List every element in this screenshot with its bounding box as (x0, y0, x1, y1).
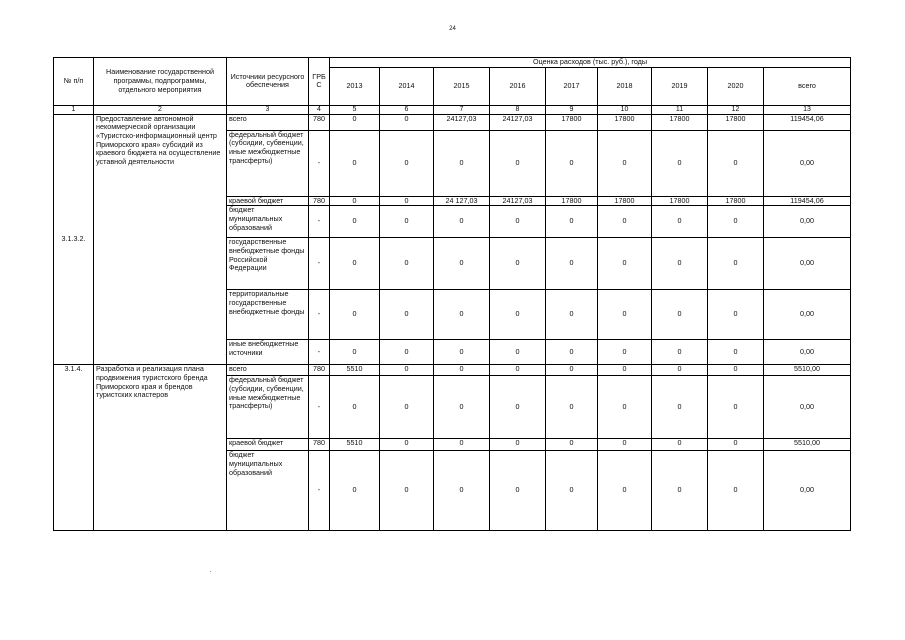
value-cell: 0 (652, 451, 708, 531)
value-cell: 0 (598, 376, 652, 439)
value-cell: 0 (380, 238, 434, 290)
header-estimate: Оценка расходов (тыс. руб.), годы (330, 58, 851, 68)
value-cell: 24127,03 (490, 196, 546, 206)
funding-source: территориальные государственные внебюджетные фонды (227, 290, 309, 340)
header-row (54, 58, 851, 68)
header-year: 2014 (380, 67, 434, 105)
budget-table (53, 57, 851, 531)
value-cell: 0 (708, 130, 764, 196)
funding-source: федеральный бюджет (субсидии, субвенции, иные межбюджетные трансферты) (227, 130, 309, 196)
value-cell: 0,00 (764, 238, 851, 290)
value-cell: 119454,06 (764, 196, 851, 206)
funding-source: государственные внебюджетные фонды Российской Федерации (227, 238, 309, 290)
row-number: 3.1.4. (54, 365, 94, 531)
page-number: 24 (449, 26, 456, 32)
grbs-code: - (309, 340, 330, 365)
value-cell: 5510,00 (764, 365, 851, 376)
value-cell: 0 (708, 376, 764, 439)
value-cell: 0 (490, 439, 546, 451)
value-cell: 0 (598, 340, 652, 365)
value-cell: 0 (380, 439, 434, 451)
column-number: 4 (309, 105, 330, 114)
funding-source: иные внебюджетные источники (227, 340, 309, 365)
funding-source: краевой бюджет (227, 196, 309, 206)
value-cell: 5510 (330, 365, 380, 376)
value-cell: 0 (330, 340, 380, 365)
column-number: 5 (330, 105, 380, 114)
row-number: 3.1.3.2. (54, 114, 94, 365)
item-name: Предоставление автономной некоммерческой организации «Туристско-информационный центр Приморского края» субсидий из краевого бюджета на осуществление уставной деятельности (94, 114, 227, 365)
value-cell: 17800 (546, 196, 598, 206)
value-cell: 17800 (546, 114, 598, 130)
grbs-code: - (309, 376, 330, 439)
item-name: Разработка и реализация плана продвижения туристского бренда Приморского края и брендов туристских кластеров (94, 365, 227, 531)
header-grbs: ГРБ С (309, 58, 330, 106)
speck (210, 571, 211, 572)
value-cell: 0 (434, 439, 490, 451)
value-cell: 0,00 (764, 206, 851, 238)
value-cell: 0 (330, 206, 380, 238)
value-cell: 0 (330, 130, 380, 196)
value-cell: 0 (708, 290, 764, 340)
value-cell: 0 (708, 206, 764, 238)
value-cell: 0 (708, 365, 764, 376)
grbs-code: - (309, 451, 330, 531)
value-cell: 0,00 (764, 376, 851, 439)
value-cell: 0 (652, 290, 708, 340)
value-cell: 0 (490, 376, 546, 439)
column-number-row (54, 105, 851, 114)
value-cell: 0 (598, 365, 652, 376)
table-row (54, 114, 851, 130)
value-cell: 0 (546, 439, 598, 451)
value-cell: 0 (598, 439, 652, 451)
funding-source: всего (227, 365, 309, 376)
value-cell: 17800 (708, 196, 764, 206)
value-cell: 24127,03 (490, 114, 546, 130)
header-year: 2019 (652, 67, 708, 105)
grbs-code: 780 (309, 439, 330, 451)
funding-source: бюджет муниципальных образований (227, 451, 309, 531)
value-cell: 0 (330, 238, 380, 290)
header-year: 2020 (708, 67, 764, 105)
value-cell: 0,00 (764, 290, 851, 340)
value-cell: 0 (434, 376, 490, 439)
value-cell: 0 (490, 290, 546, 340)
value-cell: 0 (434, 130, 490, 196)
funding-source: бюджет муниципальных образований (227, 206, 309, 238)
value-cell: 0 (652, 365, 708, 376)
grbs-code: 780 (309, 114, 330, 130)
value-cell: 0 (434, 365, 490, 376)
value-cell: 0 (708, 439, 764, 451)
header-year: 2016 (490, 67, 546, 105)
column-number: 3 (227, 105, 309, 114)
value-cell: 0 (380, 290, 434, 340)
header-num: № п/п (54, 58, 94, 106)
value-cell: 0 (708, 451, 764, 531)
value-cell: 0 (380, 376, 434, 439)
value-cell: 0 (598, 130, 652, 196)
column-number: 2 (94, 105, 227, 114)
value-cell: 0 (708, 340, 764, 365)
value-cell: 0 (546, 376, 598, 439)
grbs-code: 780 (309, 365, 330, 376)
funding-source: федеральный бюджет (субсидии, субвенции, иные межбюджетные трансферты) (227, 376, 309, 439)
value-cell: 17800 (708, 114, 764, 130)
funding-source: всего (227, 114, 309, 130)
value-cell: 0 (546, 290, 598, 340)
value-cell: 0 (380, 206, 434, 238)
value-cell: 0 (546, 340, 598, 365)
value-cell: 0 (434, 206, 490, 238)
value-cell: 0 (490, 238, 546, 290)
value-cell: 0 (490, 206, 546, 238)
value-cell: 0 (598, 238, 652, 290)
value-cell: 0 (546, 238, 598, 290)
column-number: 13 (764, 105, 851, 114)
grbs-code: - (309, 238, 330, 290)
value-cell: 0 (434, 238, 490, 290)
value-cell: 17800 (598, 114, 652, 130)
column-number: 8 (490, 105, 546, 114)
column-number: 11 (652, 105, 708, 114)
value-cell: 0 (652, 439, 708, 451)
value-cell: 0 (598, 290, 652, 340)
value-cell: 0 (330, 376, 380, 439)
value-cell: 0 (546, 130, 598, 196)
value-cell: 0 (380, 365, 434, 376)
header-year: 2013 (330, 67, 380, 105)
value-cell: 17800 (598, 196, 652, 206)
grbs-code: 780 (309, 196, 330, 206)
value-cell: 5510,00 (764, 439, 851, 451)
grbs-code: - (309, 290, 330, 340)
value-cell: 0 (330, 196, 380, 206)
column-number: 7 (434, 105, 490, 114)
value-cell: 0 (598, 206, 652, 238)
column-number: 10 (598, 105, 652, 114)
value-cell: 0 (652, 376, 708, 439)
value-cell: 0 (380, 130, 434, 196)
column-number: 9 (546, 105, 598, 114)
header-year: 2018 (598, 67, 652, 105)
header-name: Наименование государственной программы, подпрограммы, отдельного мероприятия (94, 58, 227, 106)
value-cell: 0 (546, 451, 598, 531)
value-cell: 0 (330, 290, 380, 340)
value-cell: 0 (380, 451, 434, 531)
value-cell: 0 (546, 365, 598, 376)
value-cell: 0 (330, 114, 380, 130)
value-cell: 0 (652, 238, 708, 290)
grbs-code: - (309, 130, 330, 196)
value-cell: 0 (434, 340, 490, 365)
value-cell: 119454,06 (764, 114, 851, 130)
grbs-code: - (309, 206, 330, 238)
value-cell: 0,00 (764, 340, 851, 365)
header-year: 2017 (546, 67, 598, 105)
column-number: 1 (54, 105, 94, 114)
value-cell: 0 (434, 290, 490, 340)
value-cell: 0,00 (764, 451, 851, 531)
column-number: 6 (380, 105, 434, 114)
header-source: Источники ресурсного обеспечения (227, 58, 309, 106)
value-cell: 17800 (652, 196, 708, 206)
value-cell: 24 127,03 (434, 196, 490, 206)
value-cell: 0 (380, 196, 434, 206)
value-cell: 0 (490, 365, 546, 376)
value-cell: 17800 (652, 114, 708, 130)
value-cell: 0 (490, 340, 546, 365)
value-cell: 0 (708, 238, 764, 290)
funding-source: краевой бюджет (227, 439, 309, 451)
table-row (54, 365, 851, 376)
value-cell: 24127,03 (434, 114, 490, 130)
column-number: 12 (708, 105, 764, 114)
value-cell: 0 (434, 451, 490, 531)
value-cell: 5510 (330, 439, 380, 451)
value-cell: 0 (652, 206, 708, 238)
value-cell: 0 (330, 451, 380, 531)
header-year: 2015 (434, 67, 490, 105)
value-cell: 0 (652, 340, 708, 365)
header-year: всего (764, 67, 851, 105)
value-cell: 0 (652, 130, 708, 196)
value-cell: 0 (598, 451, 652, 531)
value-cell: 0 (546, 206, 598, 238)
value-cell: 0 (490, 130, 546, 196)
value-cell: 0 (490, 451, 546, 531)
value-cell: 0 (380, 114, 434, 130)
value-cell: 0,00 (764, 130, 851, 196)
value-cell: 0 (380, 340, 434, 365)
